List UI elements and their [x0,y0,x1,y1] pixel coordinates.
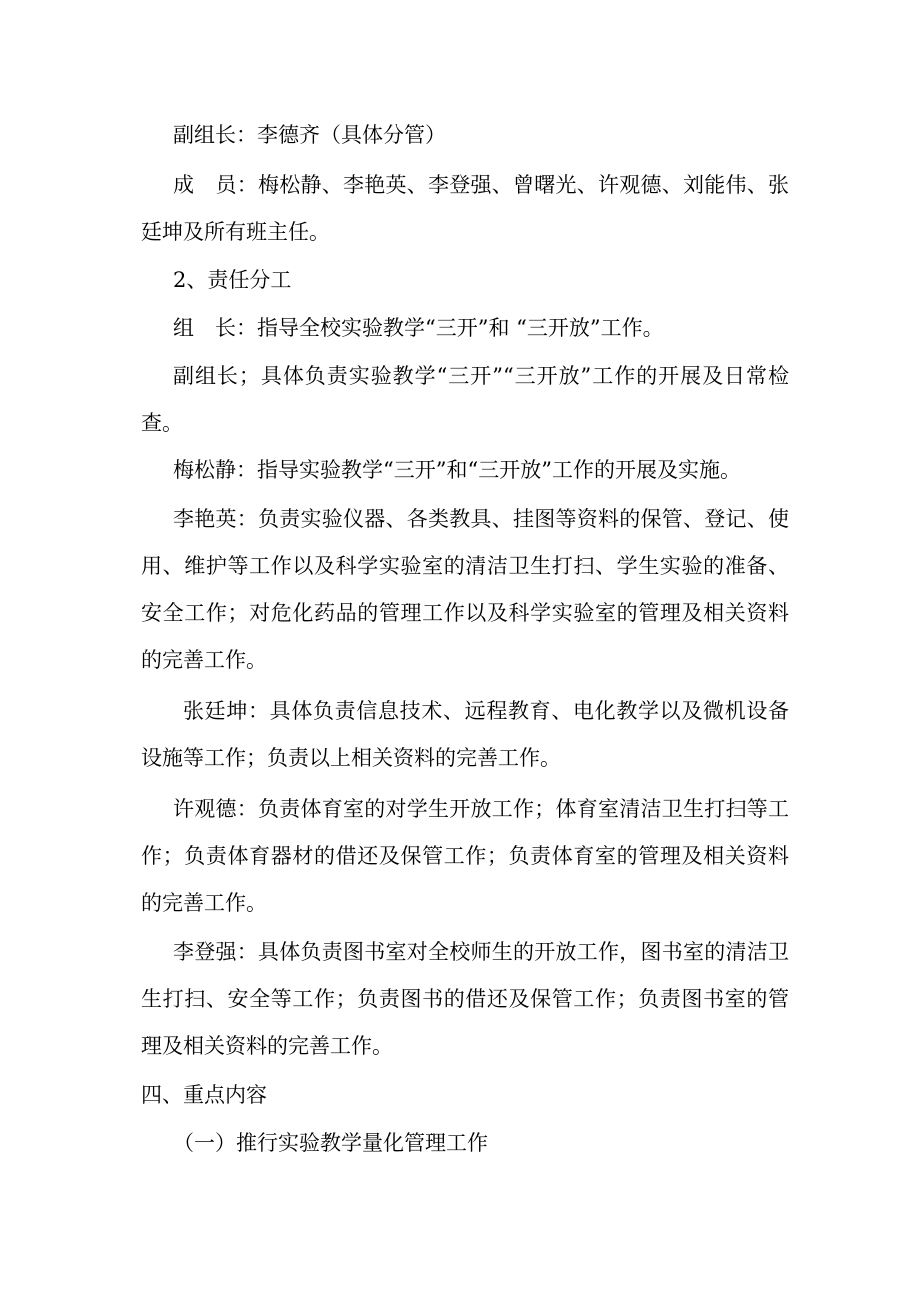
li-yanying-responsibility: 李艳英：负责实验仪器、各类教具、挂图等资料的保管、登记、使用、维护等工作以及科学实验室的清洁卫生打扫、学生实验的准备、安全工作；对危化药品的管理工作以及科学实验室的管理及相关资料的完善工作。 [141,507,789,672]
leader-responsibility: 组 长：指导全校实验教学“三开”和 “三开放”工作。 [173,316,664,340]
deputy-leader-line: 副组长：李德齐（具体分管） [173,123,446,147]
zhang-tingkun-responsibility: 张廷坤：具体负责信息技术、远程教育、电化教学以及微机设备设施等工作；负责以上相关资料的完善工作。 [141,699,789,770]
subsection-one-heading: （一）推行实验教学量化管理工作 [173,1131,488,1155]
section-four-heading: 四、重点内容 [141,1083,267,1107]
mei-songjing-responsibility: 梅松静：指导实验教学“三开”和“三开放”工作的开展及实施。 [173,458,741,482]
li-dengqiang-responsibility: 李登强：具体负责图书室对全校师生的开放工作，图书室的清洁卫生打扫、安全等工作；负责图书的借还及保管工作；负责图书室的管理及相关资料的完善工作。 [141,940,789,1058]
deputy-responsibility: 副组长；具体负责实验教学“三开”“三开放”工作的开展及日常检查。 [141,364,789,435]
responsibility-heading: 2、责任分工 [173,268,292,292]
members-paragraph: 成 员：梅松静、李艳英、李登强、曾曙光、许观德、刘能伟、张廷坤及所有班主任。 [141,173,789,244]
xu-guande-responsibility: 许观德：负责体育室的对学生开放工作；体育室清洁卫生打扫等工作；负责体育器材的借还及保管工作；负责体育室的管理及相关资料的完善工作。 [141,797,789,915]
